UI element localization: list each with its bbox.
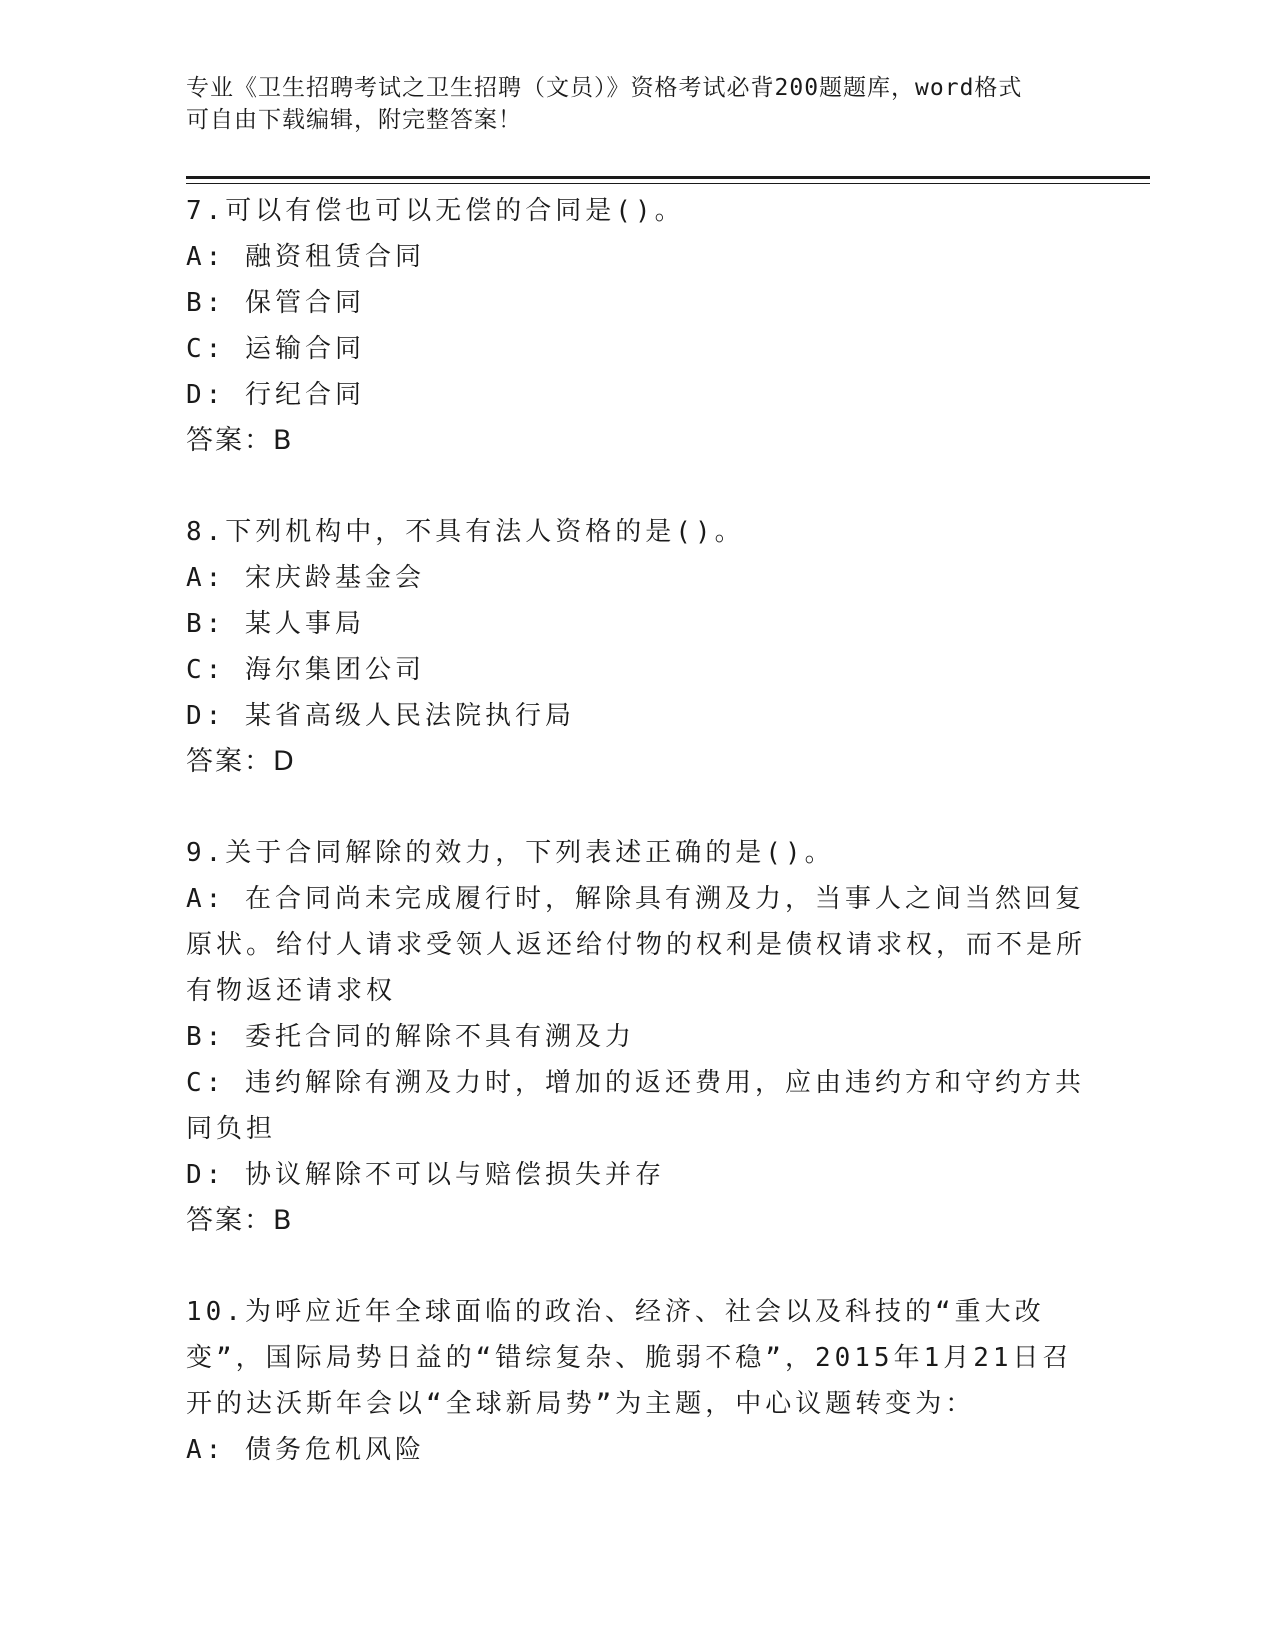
question-stem: 8.下列机构中，不具有法人资格的是()。 bbox=[186, 517, 745, 547]
question-10 bbox=[186, 1289, 1086, 1473]
question-stem: 7.可以有偿也可以无偿的合同是()。 bbox=[186, 196, 685, 226]
document-header bbox=[186, 72, 1066, 136]
header-divider-thin bbox=[186, 183, 1150, 184]
question-8 bbox=[186, 509, 1086, 785]
option-a: A: 在合同尚未完成履行时，解除具有溯及力，当事人之间当然回复原状。给付人请求受领人返还给付物的权利是债权请求权，而不是所有物返还请求权 bbox=[186, 884, 1087, 1006]
option-b: B: 保管合同 bbox=[186, 288, 365, 318]
question-9 bbox=[186, 830, 1086, 1244]
header-line-1: 专业《卫生招聘考试之卫生招聘（文员）》资格考试必背200题题库，word格式 bbox=[186, 75, 1023, 101]
option-b: B: 委托合同的解除不具有溯及力 bbox=[186, 1022, 635, 1052]
question-stem: 9.关于合同解除的效力，下列表述正确的是()。 bbox=[186, 838, 835, 868]
option-c: C: 海尔集团公司 bbox=[186, 655, 425, 685]
option-c: C: 违约解除有溯及力时，增加的返还费用，应由违约方和守约方共同负担 bbox=[186, 1068, 1085, 1144]
option-a: A: 融资租赁合同 bbox=[186, 242, 425, 272]
option-d: D: 某省高级人民法院执行局 bbox=[186, 701, 575, 731]
option-c: C: 运输合同 bbox=[186, 334, 365, 364]
question-stem: 10.为呼应近年全球面临的政治、经济、社会以及科技的“重大改变”，国际局势日益的“错综复杂、脆弱不稳”，2015年1月21日召开的达沃斯年会以“全球新局势”为主题，中心议题转变为： bbox=[186, 1297, 1073, 1419]
answer: 答案：B bbox=[186, 1205, 294, 1236]
question-list bbox=[186, 188, 1086, 1518]
answer: 答案：B bbox=[186, 425, 294, 456]
header-divider-thick bbox=[186, 176, 1150, 179]
question-7 bbox=[186, 188, 1086, 464]
option-b: B: 某人事局 bbox=[186, 609, 365, 639]
option-d: D: 行纪合同 bbox=[186, 380, 365, 410]
option-d: D: 协议解除不可以与赔偿损失并存 bbox=[186, 1160, 665, 1190]
answer: 答案：D bbox=[186, 746, 296, 777]
option-a: A: 债务危机风险 bbox=[186, 1435, 425, 1465]
option-a: A: 宋庆龄基金会 bbox=[186, 563, 425, 593]
header-line-2: 可自由下载编辑，附完整答案！ bbox=[186, 107, 522, 133]
